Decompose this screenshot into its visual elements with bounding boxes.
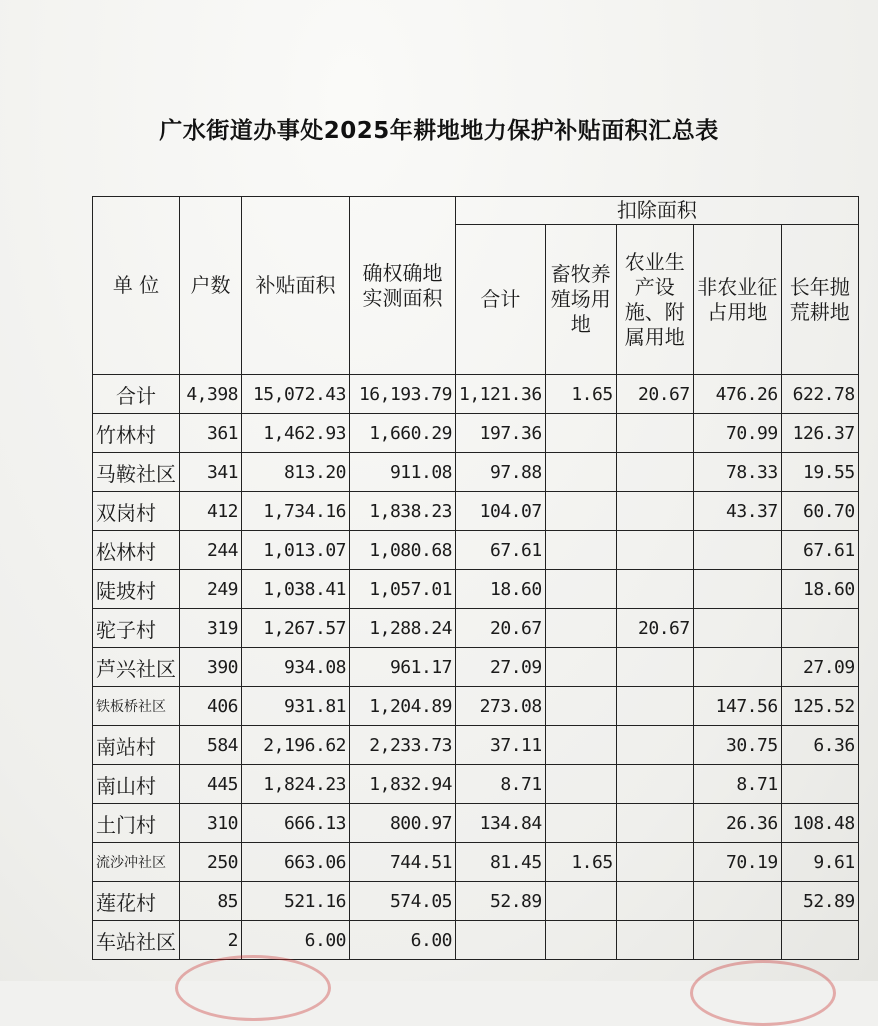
- table-cell-non-agri: 476.26: [693, 375, 781, 414]
- table-cell-livestock: [545, 453, 616, 492]
- table-cell-measured-area: 16,193.79: [350, 375, 456, 414]
- table-cell-non-agri: 30.75: [693, 726, 781, 765]
- table-cell-measured-area: 1,832.94: [350, 765, 456, 804]
- table-cell-subsidy-area: 666.13: [242, 804, 350, 843]
- table-cell-agri-facility: [616, 453, 693, 492]
- table-cell-subsidy-area: 934.08: [242, 648, 350, 687]
- table-cell-livestock: [545, 414, 616, 453]
- table-cell-measured-area: 911.08: [350, 453, 456, 492]
- table-cell-deduction-total: 52.89: [456, 882, 546, 921]
- table-cell-measured-area: 1,660.29: [350, 414, 456, 453]
- table-cell-abandoned: 67.61: [781, 531, 858, 570]
- table-cell-subsidy-area: 1,038.41: [242, 570, 350, 609]
- table-cell-deduction-total: 134.84: [456, 804, 546, 843]
- table-cell-non-agri: [693, 609, 781, 648]
- table-cell-unit: 铁板桥社区: [93, 687, 180, 726]
- table-cell-households: 412: [180, 492, 242, 531]
- table-cell-livestock: [545, 687, 616, 726]
- table-cell-households: 584: [180, 726, 242, 765]
- table-cell-non-agri: 8.71: [693, 765, 781, 804]
- table-row: [93, 765, 859, 804]
- table-cell-deduction-total: 273.08: [456, 687, 546, 726]
- table-cell-livestock: [545, 648, 616, 687]
- table-cell-agri-facility: [616, 843, 693, 882]
- table-row: [93, 453, 859, 492]
- table-cell-unit: 流沙冲社区: [93, 843, 180, 882]
- table-cell-abandoned: 52.89: [781, 882, 858, 921]
- table-cell-unit: 车站社区: [93, 921, 180, 960]
- table-cell-agri-facility: [616, 531, 693, 570]
- table-cell-unit: 南山村: [93, 765, 180, 804]
- header-measured-area: 确权确地实测面积: [350, 197, 456, 375]
- table-cell-abandoned: [781, 609, 858, 648]
- table-row: [93, 726, 859, 765]
- table-cell-livestock: [545, 570, 616, 609]
- table-cell-agri-facility: [616, 726, 693, 765]
- table-cell-subsidy-area: 1,462.93: [242, 414, 350, 453]
- table-cell-households: 341: [180, 453, 242, 492]
- table-cell-households: 244: [180, 531, 242, 570]
- table-row: [93, 609, 859, 648]
- subsidy-summary-table: [92, 196, 859, 960]
- table-cell-deduction-total: 104.07: [456, 492, 546, 531]
- table-row: [93, 570, 859, 609]
- table-cell-livestock: [545, 531, 616, 570]
- header-deduction-total: 合计: [456, 225, 546, 375]
- table-cell-non-agri: 147.56: [693, 687, 781, 726]
- table-cell-livestock: [545, 609, 616, 648]
- table-cell-households: 361: [180, 414, 242, 453]
- table-cell-measured-area: 1,204.89: [350, 687, 456, 726]
- header-households: 户数: [180, 197, 242, 375]
- table-cell-deduction-total: 1,121.36: [456, 375, 546, 414]
- table-cell-subsidy-area: 1,734.16: [242, 492, 350, 531]
- table-cell-abandoned: 622.78: [781, 375, 858, 414]
- table-cell-agri-facility: [616, 765, 693, 804]
- table-cell-non-agri: [693, 531, 781, 570]
- header-deduction-group: 扣除面积: [456, 197, 859, 225]
- table-cell-deduction-total: 197.36: [456, 414, 546, 453]
- table-cell-unit: 合计: [93, 375, 180, 414]
- table-cell-deduction-total: 20.67: [456, 609, 546, 648]
- table-cell-measured-area: 1,288.24: [350, 609, 456, 648]
- table-row: [93, 921, 859, 960]
- table-cell-deduction-total: 67.61: [456, 531, 546, 570]
- table-cell-deduction-total: 27.09: [456, 648, 546, 687]
- table-cell-subsidy-area: 1,267.57: [242, 609, 350, 648]
- table-cell-measured-area: 1,838.23: [350, 492, 456, 531]
- table-cell-subsidy-area: 15,072.43: [242, 375, 350, 414]
- table-cell-unit: 驼子村: [93, 609, 180, 648]
- table-cell-abandoned: 60.70: [781, 492, 858, 531]
- table-cell-livestock: [545, 804, 616, 843]
- table-cell-households: 445: [180, 765, 242, 804]
- table-cell-unit: 莲花村: [93, 882, 180, 921]
- table-cell-households: 319: [180, 609, 242, 648]
- table-cell-subsidy-area: 6.00: [242, 921, 350, 960]
- header-livestock: 畜牧养殖场用地: [545, 225, 616, 375]
- table-cell-deduction-total: 81.45: [456, 843, 546, 882]
- table-cell-deduction-total: 97.88: [456, 453, 546, 492]
- table-cell-livestock: [545, 726, 616, 765]
- table-cell-unit: 马鞍社区: [93, 453, 180, 492]
- table-cell-subsidy-area: 663.06: [242, 843, 350, 882]
- table-cell-non-agri: [693, 921, 781, 960]
- table-cell-non-agri: 70.99: [693, 414, 781, 453]
- table-cell-unit: 双岗村: [93, 492, 180, 531]
- table-cell-abandoned: 126.37: [781, 414, 858, 453]
- table-cell-unit: 芦兴社区: [93, 648, 180, 687]
- red-seal-stamp-2: [690, 960, 836, 1026]
- table-cell-measured-area: 574.05: [350, 882, 456, 921]
- header-non-agri: 非农业征占用地: [693, 225, 781, 375]
- table-row: [93, 843, 859, 882]
- table-cell-abandoned: [781, 921, 858, 960]
- table-cell-measured-area: 6.00: [350, 921, 456, 960]
- document-title: 广水街道办事处2025年耕地地力保护补贴面积汇总表: [159, 118, 719, 144]
- table-cell-households: 2: [180, 921, 242, 960]
- table-cell-non-agri: [693, 882, 781, 921]
- table-row: [93, 687, 859, 726]
- table-cell-non-agri: 43.37: [693, 492, 781, 531]
- table-row: [93, 531, 859, 570]
- header-subsidy-area: 补贴面积: [242, 197, 350, 375]
- table-cell-livestock: [545, 882, 616, 921]
- table-cell-abandoned: 108.48: [781, 804, 858, 843]
- table-cell-livestock: 1.65: [545, 843, 616, 882]
- table-cell-households: 406: [180, 687, 242, 726]
- table-cell-unit: 陡坡村: [93, 570, 180, 609]
- table-cell-abandoned: 6.36: [781, 726, 858, 765]
- table-cell-measured-area: 961.17: [350, 648, 456, 687]
- table-cell-livestock: [545, 492, 616, 531]
- table-cell-unit: 松林村: [93, 531, 180, 570]
- table-cell-unit: 土门村: [93, 804, 180, 843]
- header-unit: 单 位: [93, 197, 180, 375]
- table-cell-agri-facility: [616, 648, 693, 687]
- table-cell-households: 250: [180, 843, 242, 882]
- table-row: [93, 492, 859, 531]
- table-cell-households: 4,398: [180, 375, 242, 414]
- table-cell-unit: 南站村: [93, 726, 180, 765]
- table-cell-agri-facility: [616, 882, 693, 921]
- table-cell-deduction-total: 37.11: [456, 726, 546, 765]
- header-abandoned: 长年抛荒耕地: [781, 225, 858, 375]
- table-row: [93, 804, 859, 843]
- table-cell-non-agri: 70.19: [693, 843, 781, 882]
- table-cell-deduction-total: [456, 921, 546, 960]
- table-cell-agri-facility: 20.67: [616, 609, 693, 648]
- table-cell-subsidy-area: 2,196.62: [242, 726, 350, 765]
- table-cell-agri-facility: [616, 687, 693, 726]
- table-cell-abandoned: 9.61: [781, 843, 858, 882]
- table-row-total: [93, 375, 859, 414]
- table-cell-measured-area: 2,233.73: [350, 726, 456, 765]
- table-cell-abandoned: 19.55: [781, 453, 858, 492]
- table-cell-households: 85: [180, 882, 242, 921]
- table-cell-abandoned: 27.09: [781, 648, 858, 687]
- table-cell-households: 390: [180, 648, 242, 687]
- table-cell-measured-area: 800.97: [350, 804, 456, 843]
- red-seal-stamp: [175, 955, 331, 1021]
- table-cell-non-agri: [693, 648, 781, 687]
- table-cell-subsidy-area: 931.81: [242, 687, 350, 726]
- table-cell-deduction-total: 18.60: [456, 570, 546, 609]
- table-cell-subsidy-area: 1,824.23: [242, 765, 350, 804]
- table-cell-subsidy-area: 521.16: [242, 882, 350, 921]
- table-cell-agri-facility: [616, 570, 693, 609]
- table-cell-households: 249: [180, 570, 242, 609]
- header-agri-facility: 农业生产设施、附属用地: [616, 225, 693, 375]
- table-cell-agri-facility: [616, 804, 693, 843]
- table-row: [93, 882, 859, 921]
- table-row: [93, 648, 859, 687]
- table-cell-livestock: [545, 765, 616, 804]
- table-cell-subsidy-area: 1,013.07: [242, 531, 350, 570]
- table-cell-measured-area: 1,057.01: [350, 570, 456, 609]
- table-cell-measured-area: 1,080.68: [350, 531, 456, 570]
- table-cell-measured-area: 744.51: [350, 843, 456, 882]
- table-cell-non-agri: [693, 570, 781, 609]
- table-cell-agri-facility: [616, 414, 693, 453]
- table-cell-livestock: 1.65: [545, 375, 616, 414]
- table-cell-abandoned: 125.52: [781, 687, 858, 726]
- table-cell-households: 310: [180, 804, 242, 843]
- table-cell-agri-facility: 20.67: [616, 375, 693, 414]
- table-cell-non-agri: 78.33: [693, 453, 781, 492]
- table-cell-abandoned: [781, 765, 858, 804]
- table-cell-unit: 竹林村: [93, 414, 180, 453]
- table-cell-livestock: [545, 921, 616, 960]
- table-cell-agri-facility: [616, 492, 693, 531]
- table-cell-non-agri: 26.36: [693, 804, 781, 843]
- table-row: [93, 414, 859, 453]
- table-cell-subsidy-area: 813.20: [242, 453, 350, 492]
- table-cell-agri-facility: [616, 921, 693, 960]
- table-cell-abandoned: 18.60: [781, 570, 858, 609]
- table-cell-deduction-total: 8.71: [456, 765, 546, 804]
